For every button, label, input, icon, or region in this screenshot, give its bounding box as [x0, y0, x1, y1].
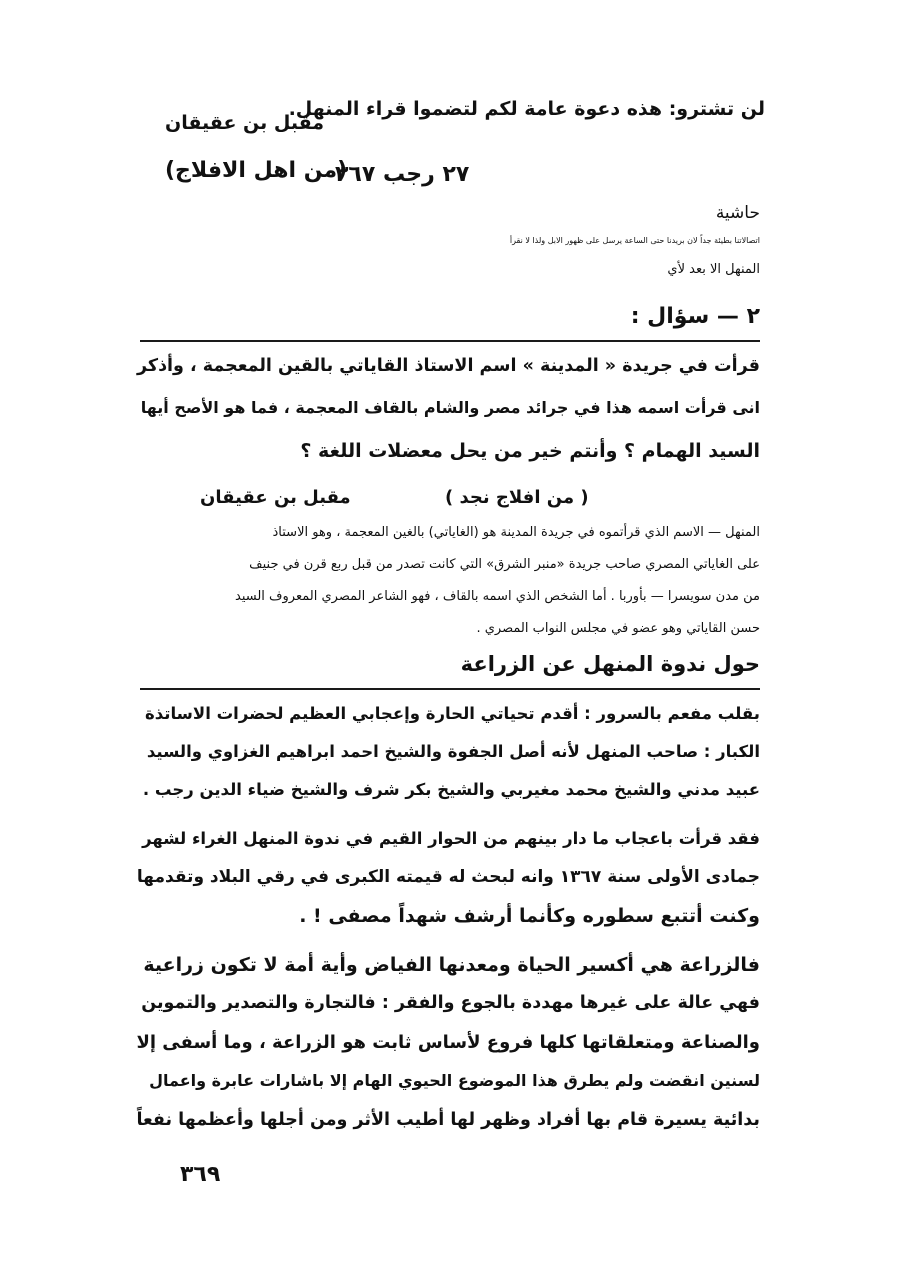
section-divider [140, 340, 760, 342]
header-signature: مقبل بن عقيقان [165, 112, 325, 134]
section-line-9: والصناعة ومتعلقاتها كلها فروع لأساس ثابت هو الزراعة ، وما أسفى إلا [136, 1032, 760, 1053]
section-line-4: فقد قرأت باعجاب ما دار بينهم من الحوار القيم في ندوة المنهل الغراء لشهر [142, 829, 760, 848]
answer-line-4: حسن القاياتي وهو عضو في مجلس النواب المصري . [476, 621, 760, 636]
question-heading: ٢ — سؤال : [630, 304, 760, 329]
section-line-3: عبيد مدني والشيخ محمد مغيربي والشيخ بكر شرف والشيخ ضياء الدين رجب . [142, 780, 760, 799]
question-origin: ( من افلاج نجد ) [445, 487, 589, 508]
answer-line-2: على الغاياتي المصري صاحب جريدة «منبر الشرق» التي كانت تصدر من قبل ربع قرن في جنيف [249, 557, 760, 572]
section-line-8: فهي عالة على غيرها مهددة بالجوع والفقر : فالتجارة والتصدير والتموين [141, 993, 760, 1013]
footnote-label: حاشية [715, 203, 760, 223]
section-line-7: فالزراعة هي أكسير الحياة ومعدنها الفياض وأية أمة لا تكون زراعية [143, 954, 760, 976]
question-line-3: السيد الهمام ؟ وأنتم خير من يحل معضلات اللغة ؟ [300, 440, 760, 462]
question-line-2: انى قرأت اسمه هذا في جرائد مصر والشام بالقاف المعجمة ، فما هو الأصح أيها [140, 398, 760, 417]
header-origin: (من اهل الافلاج) [165, 158, 348, 183]
section-line-11: بدائية يسيرة قام بها أفراد وظهر لها أطيب الأثر ومن أجلها وأعظمها نفعاً [136, 1110, 760, 1130]
answer-line-3: من مدن سويسرا — بأوربا . أما الشخص الذي اسمه بالقاف ، فهو الشاعر المصري المعروف السيد [235, 589, 760, 604]
question-line-1: قرأت في جريدة « المدينة » اسم الاستاذ القاياتي بالقين المعجمة ، وأذكر [137, 356, 760, 376]
header-date: ٢٧ رجب ٣٦٧ [335, 162, 470, 187]
section-divider-2 [140, 688, 760, 690]
footnote-line-2: المنهل الا بعد لأي [667, 262, 760, 277]
answer-line-1: المنهل — الاسم الذي قرأتموه في جريدة المدينة هو (الغاياتي) بالغين المعجمة ، وهو الاستاذ [272, 525, 760, 540]
header-line: لن تشترو: هذه دعوة عامة لكم لتضموا قراء المنهل. [288, 98, 765, 120]
section-line-1: بقلب مفعم بالسرور : أقدم تحياتي الحارة وإعجابي العظيم لحضرات الاساتذة [145, 704, 760, 723]
section-line-2: الكبار : صاحب المنهل لأنه أصل الجفوة والشيخ احمد ابراهيم الغزاوي والسيد [146, 742, 760, 761]
section-heading: حول ندوة المنهل عن الزراعة [460, 652, 760, 676]
page-number: ٣٦٩ [180, 1162, 221, 1187]
section-line-10: لسنين انقضت ولم يطرق هذا الموضوع الحيوي الهام إلا باشارات عابرة واعمال [149, 1071, 760, 1090]
section-line-5: جمادى الأولى سنة ١٣٦٧ وانه لبحث له قيمته الكبرى في رقي البلاد وتقدمها [136, 867, 760, 887]
section-line-6: وكنت أتتبع سطوره وكأنما أرشف شهداً مصفى ! . [299, 905, 760, 927]
footnote-line-1: اتصالاتنا بطيئة جداً لان بريدنا حتى الساعة يرسل على ظهور الابل ولذا لا نقرأ [509, 236, 760, 245]
question-signature: مقبل بن عقيقان [200, 487, 351, 508]
